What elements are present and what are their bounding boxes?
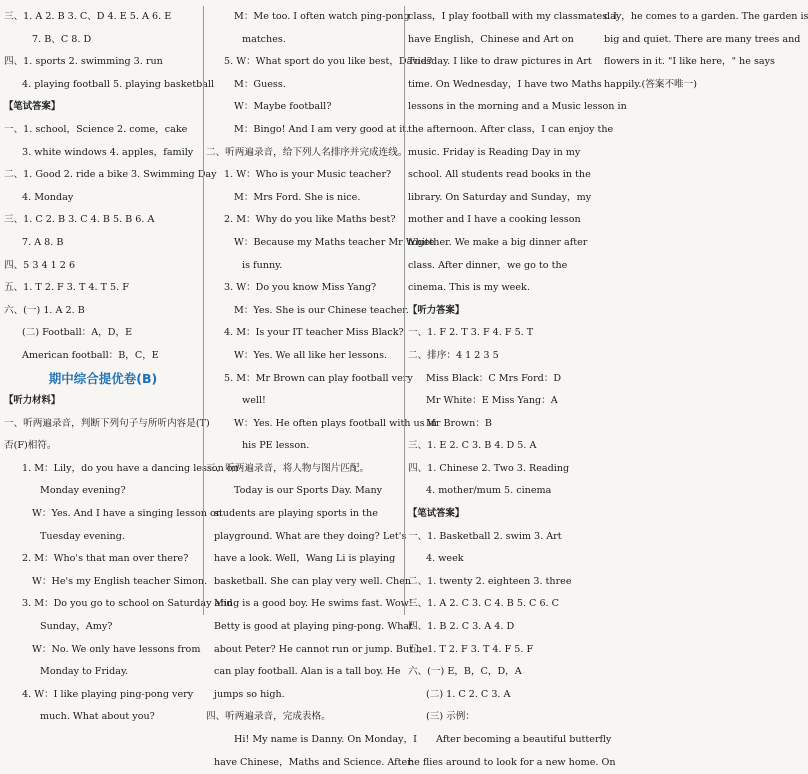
text-line: W：He's my English teacher Simon. <box>32 575 208 587</box>
text-line: M：Bingo! And I am very good at it. <box>234 123 410 135</box>
text-line: 四、听两遍录音，完成表格。 <box>206 711 331 723</box>
column-divider <box>203 6 204 615</box>
column-divider <box>404 6 405 615</box>
text-line: M：Mrs Ford. She is nice. <box>234 191 361 203</box>
answer-column-3 <box>408 6 627 768</box>
text-line: Mr White：E Miss Yang：A <box>426 395 558 407</box>
text-line: well! <box>242 395 266 407</box>
text-line: class. After dinner，we go to the <box>408 259 568 271</box>
text-line: big and quiet. There are many trees and <box>604 33 801 45</box>
text-line: 4. W：I like playing ping-pong very <box>22 688 194 700</box>
text-line: M：Me too. I often watch ping-pong <box>234 11 410 22</box>
text-line: 4. Monday <box>22 191 74 203</box>
text-line: M：Guess. <box>234 78 286 90</box>
text-line: 六、(一) E，B，C，D，A <box>408 666 522 678</box>
text-line: 五、1. T 2. F 3. T 4. T 5. F <box>4 282 129 294</box>
text-line: 三、听两遍录音，将人物与图片匹配。 <box>206 462 370 474</box>
text-line: 三、1. A 2. C 3. C 4. B 5. C 6. C <box>408 598 559 610</box>
text-line: school. All students read books in the <box>408 169 591 181</box>
text-line: Betty is good at playing ping-pong. What <box>214 621 413 633</box>
text-line: class，I play football with my classmates. I <box>408 11 617 22</box>
text-line: happily.(答案不唯一) <box>604 78 697 90</box>
text-line: 5. M：Mr Brown can play football very <box>224 372 413 384</box>
text-line: 二、1. Good 2. ride a bike 3. Swimming Day <box>4 169 217 181</box>
text-line: is funny. <box>242 259 283 271</box>
text-line: 1. W：Who is your Music teacher? <box>224 169 392 181</box>
text-line: 7. A 8. B <box>22 236 64 248</box>
text-line: 二、排序：4 1 2 3 5 <box>408 349 499 361</box>
text-line: 一、1. school，Science 2. come，cake <box>4 123 188 135</box>
text-line: Tuesday. I like to draw pictures in Art <box>408 56 592 68</box>
section-heading: 【笔试答案】 <box>408 508 465 520</box>
text-line: together. We make a big dinner after <box>408 236 588 248</box>
text-line: 4. week <box>426 553 464 565</box>
text-line: M：Yes. She is our Chinese teacher. <box>234 304 409 316</box>
text-line: (二) 1. C 2. C 3. A <box>426 688 511 700</box>
text-line: matches. <box>242 33 286 45</box>
text-line: Today is our Sports Day. Many <box>234 485 383 497</box>
text-line: (二) Football：A，D，E <box>22 327 133 339</box>
text-line: Monday to Friday. <box>40 666 129 678</box>
text-line: 7. B、C 8. D <box>32 33 92 45</box>
text-line: library. On Saturday and Sunday，my <box>408 191 592 203</box>
text-line: have a look. Well，Wang Li is playing <box>214 553 396 565</box>
text-line: 三、1. C 2. B 3. C 4. B 5. B 6. A <box>4 214 155 226</box>
text-line: basketball. She can play very well. Chen <box>214 575 412 587</box>
text-line: time. On Wednesday，I have two Maths <box>408 78 602 90</box>
text-line: W：Yes. He often plays football with us in <box>234 417 437 429</box>
text-line: 3. white windows 4. apples，family <box>22 146 194 158</box>
section-title: 期中综合提优卷(B) <box>48 370 158 386</box>
text-line: 3. W：Do you know Miss Yang? <box>224 282 377 294</box>
text-line: Monday evening? <box>40 485 126 497</box>
text-line: 4. mother/mum 5. cinema <box>426 485 552 497</box>
text-line: 五、1. T 2. F 3. T 4. F 5. F <box>408 643 534 655</box>
text-line: Mr Brown：B <box>426 417 492 429</box>
text-line: 六、(一) 1. A 2. B <box>4 304 85 316</box>
text-line: 一、1. Basketball 2. swim 3. Art <box>408 530 562 542</box>
text-line: 2. M：Who's that man over there? <box>22 553 189 565</box>
text-line: Miss Black：C Mrs Ford：D <box>426 372 562 384</box>
text-line: American football：B，C，E <box>22 349 159 361</box>
text-line: W：Because my Maths teacher Mr White <box>234 236 435 248</box>
text-line: Ming is a good boy. He swims fast. Wow! <box>214 598 413 610</box>
text-line: flowers in it. "I like here，" he says <box>604 56 775 68</box>
text-line: W：No. We only have lessons from <box>32 643 201 655</box>
answer-column-4 <box>604 6 808 615</box>
text-line: have Chinese，Maths and Science. After <box>214 756 412 768</box>
text-line: 4. playing football 5. playing basketball <box>22 78 215 90</box>
text-line: cinema. This is my week. <box>408 282 530 294</box>
text-line: 四、5 3 4 1 2 6 <box>4 259 76 271</box>
section-heading: 【笔试答案】 <box>4 101 61 113</box>
text-line: he flies around to look for a new home. On <box>408 756 616 768</box>
text-line: 三、1. E 2. C 3. B 4. D 5. A <box>408 440 537 452</box>
text-line: 一、听两遍录音，判断下列句子与所听内容是(T) <box>4 417 210 429</box>
text-line: 5. W：What sport do you like best，David? <box>224 56 433 68</box>
text-line: 四、1. sports 2. swimming 3. run <box>4 56 163 68</box>
text-line: (三) 示例： <box>426 711 475 723</box>
text-line: students are playing sports in the <box>214 508 378 520</box>
text-line: 二、1. twenty 2. eighteen 3. three <box>408 575 572 587</box>
text-line: much. What about you? <box>40 711 155 723</box>
text-line: 1. M：Lily，do you have a dancing lesson on <box>22 462 239 474</box>
text-line: After becoming a beautiful butterfly <box>436 734 612 745</box>
text-line: jumps so high. <box>214 688 285 700</box>
text-line: W：Yes. And I have a singing lesson on <box>32 508 222 520</box>
text-line: can play football. Alan is a tall boy. He <box>214 666 401 678</box>
text-line: about Peter? He cannot run or jump. But he <box>214 643 428 655</box>
text-line: W：Yes. We all like her lessons. <box>234 349 388 361</box>
text-line: have English，Chinese and Art on <box>408 33 574 45</box>
text-line: 一、1. F 2. T 3. F 4. F 5. T <box>408 327 534 339</box>
section-heading: 【听力答案】 <box>408 304 465 316</box>
text-line: 否(F)相符。 <box>4 440 57 452</box>
text-line: his PE lesson. <box>242 440 310 452</box>
text-line: Tuesday evening. <box>40 530 125 542</box>
text-line: 三、1. A 2. B 3. C、D 4. E 5. A 6. E <box>4 11 172 22</box>
text-line: music. Friday is Reading Day in my <box>408 146 581 158</box>
text-line: W：Maybe football? <box>234 101 332 113</box>
answer-column-1 <box>4 6 239 723</box>
text-line: 四、1. Chinese 2. Two 3. Reading <box>408 462 570 474</box>
text-line: 四、1. B 2. C 3. A 4. D <box>408 621 515 633</box>
text-line: Sunday，Amy? <box>40 621 113 633</box>
text-line: 二、听两遍录音，给下列人名排序并完成连线。 <box>206 146 408 158</box>
text-line: playground. What are they doing? Let's <box>214 530 407 542</box>
text-line: 3. M：Do you go to school on Saturday and <box>22 598 233 610</box>
text-line: mother and I have a cooking lesson <box>408 214 581 226</box>
text-line: lessons in the morning and a Music lesson in <box>408 101 627 113</box>
text-line: the afternoon. After class，I can enjoy the <box>408 123 614 135</box>
text-line: 4. M：Is your IT teacher Miss Black? <box>224 327 404 339</box>
text-line: day，he comes to a garden. The garden is <box>604 11 808 22</box>
text-line: 2. M：Why do you like Maths best? <box>224 214 396 226</box>
text-line: Hi! My name is Danny. On Monday，I <box>234 734 417 745</box>
section-heading: 【听力材料】 <box>4 395 61 407</box>
